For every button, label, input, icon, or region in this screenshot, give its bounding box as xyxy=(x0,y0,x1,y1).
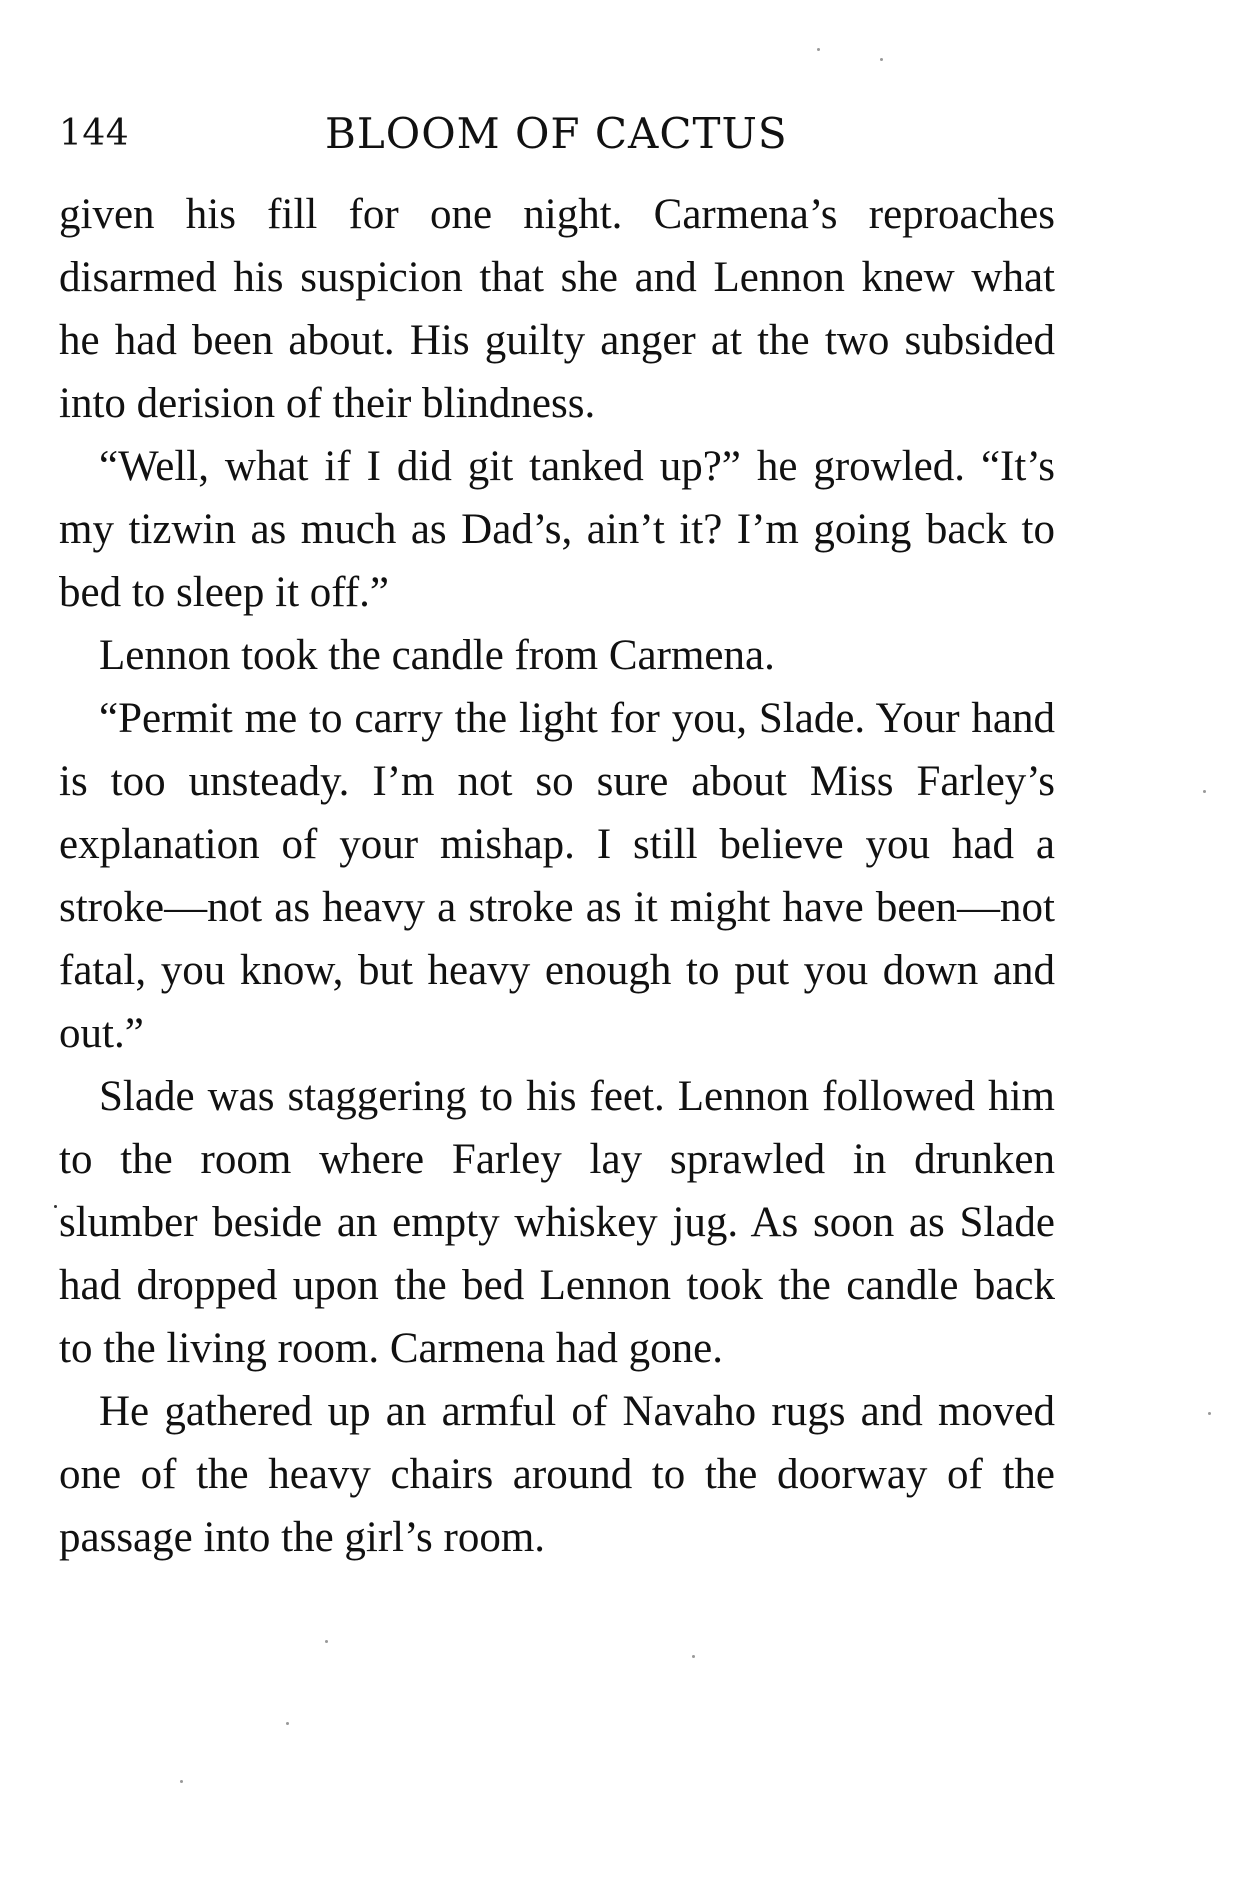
paragraph: given his fill for one night. Carmena’s reproaches disarmed his suspicion that she and Lennon knew what he had been about. His guilty anger at the two subsided into derision of their blindness. xyxy=(59,191,1055,427)
paragraph: Lennon took the candle from Carmena. xyxy=(99,632,775,679)
body-text xyxy=(59,183,1055,1569)
scan-speck xyxy=(1208,1412,1211,1415)
page-number: 144 xyxy=(59,113,130,154)
scan-speck xyxy=(692,1655,695,1658)
scan-speck xyxy=(1203,790,1206,793)
scan-speck xyxy=(286,1722,289,1725)
paragraph: Slade was staggering to his feet. Lennon followed him to the room where Farley lay sprawled in drunken slumber beside an empty whiskey jug. As soon as Slade had dropped upon the bed Lennon took the candle back to the living room. Carmena had gone. xyxy=(59,1073,1055,1372)
scan-speck xyxy=(54,1205,57,1208)
paragraph: “Permit me to carry the light for you, Slade. Your hand is too unsteady. I’m not so sure about Miss Farley’s explanation of your mishap. I still believe you had a stroke—not as heavy a stroke as it might have been—not fatal, you know, but heavy enough to put you down and out.” xyxy=(59,695,1055,1057)
scan-speck xyxy=(325,1640,328,1643)
scan-speck xyxy=(180,1780,183,1783)
page-header xyxy=(59,104,1049,164)
paragraph: He gathered up an armful of Navaho rugs and moved one of the heavy chairs around to the doorway of the passage into the girl’s room. xyxy=(59,1388,1055,1561)
paragraph: “Well, what if I did git tanked up?” he growled. “It’s my tizwin as much as Dad’s, ain’t it? I’m going back to bed to sleep it off.” xyxy=(59,443,1055,616)
running-title: BLOOM OF CACTUS xyxy=(325,109,788,158)
scan-speck xyxy=(817,48,820,51)
scan-speck xyxy=(880,58,883,61)
